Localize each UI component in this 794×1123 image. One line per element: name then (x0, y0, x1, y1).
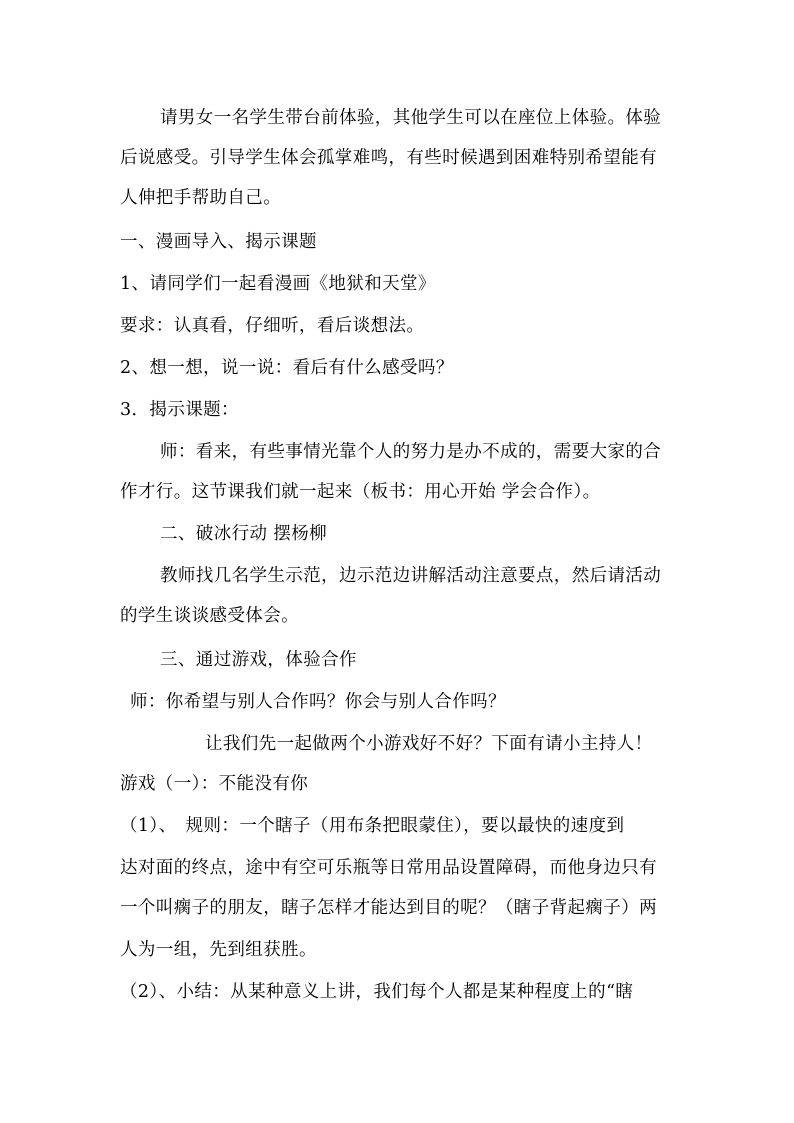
paragraph-line: 人伸把手帮助自己。 (120, 188, 282, 208)
paragraph-line: 教师找几名学生示范，边示范边讲解活动注意要点，然后请活动 (160, 566, 662, 586)
section-heading: 二、破冰行动 摆杨柳 (160, 524, 328, 544)
paragraph-line: 要求：认真看，仔细听，看后谈想法。 (120, 316, 425, 336)
paragraph-line: 的学生谈谈感受体会。 (120, 606, 299, 626)
paragraph-line: （1）、 规则：一个瞎子（用布条把眼蒙住），要以最快的速度到 (120, 816, 625, 836)
section-heading: 三、通过游戏，体验合作 (160, 650, 357, 670)
paragraph-line: 人为一组，先到组获胜。 (120, 940, 317, 960)
paragraph-line: 1、请同学们一起看漫画《地狱和天堂》 (120, 274, 436, 294)
paragraph-line: 后说感受。引导学生体会孤掌难鸣，有些时候遇到困难特别希望能有 (120, 148, 657, 168)
paragraph-line: 游戏（一）：不能没有你 (120, 774, 309, 794)
section-heading: 一、漫画导入、揭示课题 (120, 232, 317, 252)
paragraph-line: 让我们先一起做两个小游戏好不好？下面有请小主持人！ (205, 734, 653, 754)
paragraph-line: 3．揭示课题： (120, 400, 239, 420)
paragraph-line: 请男女一名学生带台前体验，其他学生可以在座位上体验。体验 (160, 108, 662, 128)
paragraph-line: 2、想一想，说一说：看后有什么感受吗？ (120, 358, 454, 378)
paragraph-line: 作才行。这节课我们就一起来（板书：用心开始 学会合作）。 (120, 482, 601, 502)
paragraph-line: （2）、小结：从某种意义上讲，我们每个人都是某种程度上的“瞎 (120, 982, 634, 1002)
paragraph-line: 一个叫瘸子的朋友，瞎子怎样才能达到目的呢？（瞎子背起瘸子）两 (120, 898, 657, 918)
paragraph-line: 达对面的终点，途中有空可乐瓶等日常用品设置障碍，而他身边只有 (120, 858, 657, 878)
paragraph-line: 师：看来，有些事情光靠个人的努力是办不成的，需要大家的合 (160, 442, 662, 462)
paragraph-line: 师：你希望与别人合作吗？你会与别人合作吗？ (130, 692, 506, 712)
